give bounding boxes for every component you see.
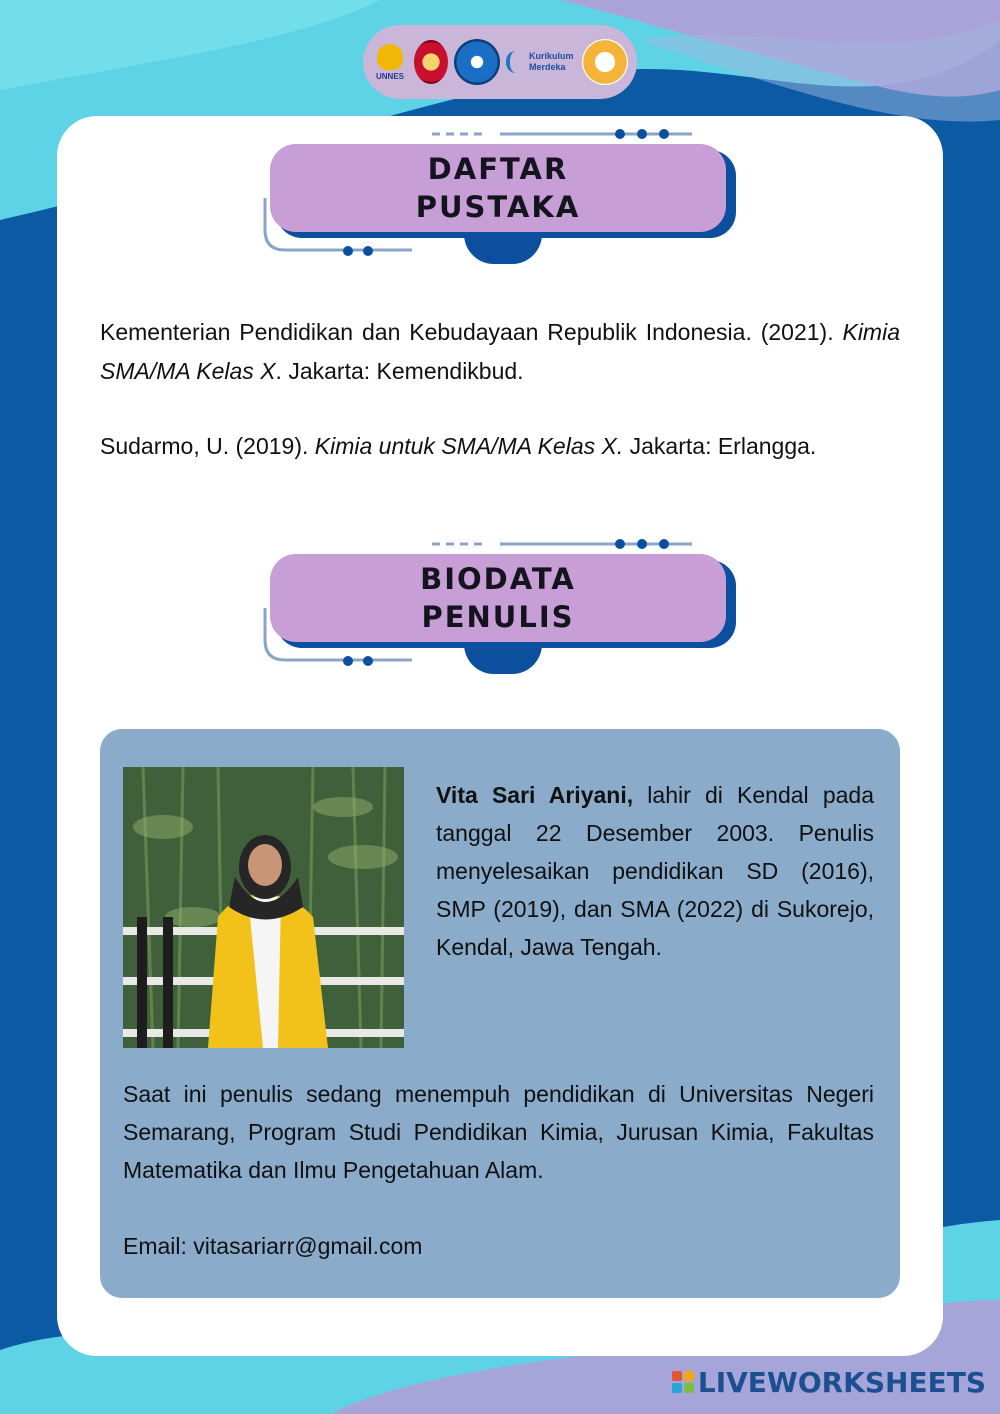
daftar-pustaka-banner (262, 140, 762, 280)
merdeka-label: Merdeka (529, 62, 566, 72)
watermark-text: LIVEWORKSHEETS (697, 1365, 986, 1399)
biodata-penulis-banner (262, 550, 762, 690)
logo-strip (363, 25, 637, 99)
author-education-paragraph: Saat ini penulis sedang menempuh pendidikan di Universitas Negeri Semarang, Program Studi Pendidikan Kimia, Jurusan Kimia, Fakultas Matematika dan Ilmu Pengetahuan Alam. (123, 1081, 874, 1183)
author-email: Email: vitasariarr@gmail.com (123, 1233, 423, 1259)
biodata-panel (100, 729, 900, 1298)
kurikulum-merdeka-logo (506, 47, 576, 77)
reference-item: Sudarmo, U. (2019). Kimia untuk SMA/MA Kelas X. Jakarta: Erlangga. (100, 433, 817, 459)
kurikulum-merdeka-mark-icon (506, 51, 526, 73)
merdeka-badge-logo (582, 39, 628, 85)
kemendikbud-logo (454, 39, 500, 85)
author-portrait-icon (123, 767, 404, 1048)
daftar-pustaka-title: DAFTAR PUSTAKA (270, 144, 726, 232)
author-name: Vita Sari Ariyani, (436, 782, 634, 808)
author-intro: Vita Sari Ariyani, lahir di Kendal pada tanggal 22 Desember 2003. Penulis menyelesaikan pendidikan SD (2016), SMP (2019), dan SMA (2022) di Sukorejo, Kendal, Jawa Tengah. (436, 782, 874, 960)
unnes-emblem-icon (377, 44, 403, 70)
unnes-logo (372, 35, 408, 89)
liveworksheets-logo-icon (672, 1371, 694, 1393)
biodata-penulis-title: BIODATA PENULIS (270, 554, 726, 642)
university-crest-logo (414, 40, 448, 84)
liveworksheets-watermark (672, 1364, 986, 1400)
reference-item: Kementerian Pendidikan dan Kebudayaan Republik Indonesia. (2021). Kimia SMA/MA Kelas X. Jakarta: Kemendikbud. (100, 319, 900, 384)
author-photo (123, 767, 404, 1048)
kurikulum-label: Kurikulum (529, 51, 574, 61)
unnes-logo-label: UNNES (375, 71, 404, 81)
